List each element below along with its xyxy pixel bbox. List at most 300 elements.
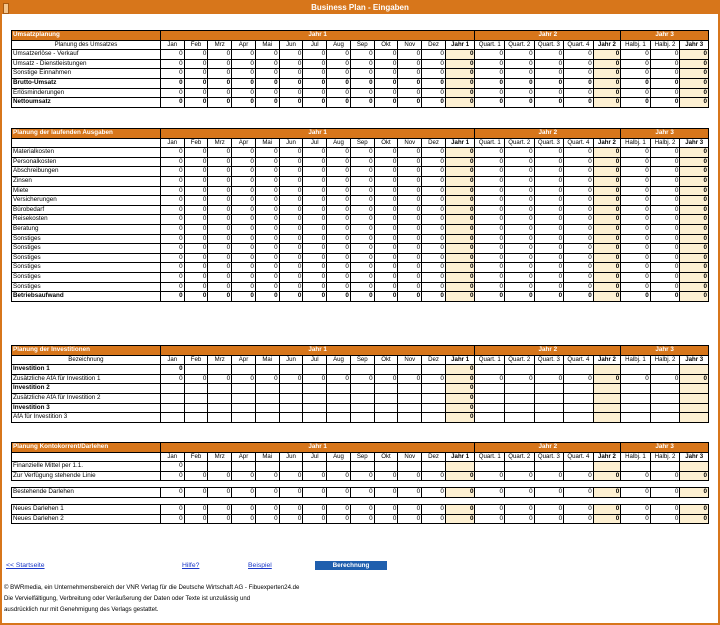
- value-cell[interactable]: 0: [208, 186, 232, 196]
- value-cell[interactable]: [475, 403, 505, 413]
- value-cell[interactable]: 0: [232, 69, 256, 79]
- value-cell[interactable]: 0: [255, 98, 279, 108]
- value-cell[interactable]: [505, 393, 535, 403]
- value-cell[interactable]: 0: [255, 224, 279, 234]
- value-cell[interactable]: [232, 462, 256, 472]
- value-cell[interactable]: 0: [255, 514, 279, 524]
- value-cell[interactable]: 0: [255, 59, 279, 69]
- value-cell[interactable]: 0: [184, 157, 208, 167]
- value-cell[interactable]: 0: [505, 488, 535, 498]
- value-cell[interactable]: 0: [184, 78, 208, 88]
- value-cell[interactable]: 0: [160, 488, 184, 498]
- value-cell[interactable]: 0: [208, 253, 232, 263]
- value-cell[interactable]: 0: [255, 504, 279, 514]
- value-cell[interactable]: 0: [208, 272, 232, 282]
- value-cell[interactable]: 0: [422, 272, 446, 282]
- value-cell[interactable]: 0: [160, 59, 184, 69]
- value-cell[interactable]: 0: [505, 88, 535, 98]
- value-cell[interactable]: 0: [398, 148, 422, 158]
- value-cell[interactable]: 0: [650, 176, 680, 186]
- value-cell[interactable]: [327, 384, 351, 394]
- value-cell[interactable]: 0: [208, 224, 232, 234]
- value-cell[interactable]: 0: [505, 157, 535, 167]
- value-cell[interactable]: 0: [398, 215, 422, 225]
- value-cell[interactable]: 0: [279, 88, 303, 98]
- value-cell[interactable]: 0: [564, 272, 594, 282]
- value-cell[interactable]: 0: [422, 253, 446, 263]
- value-cell[interactable]: 0: [327, 215, 351, 225]
- value-cell[interactable]: 0: [422, 488, 446, 498]
- value-cell[interactable]: 0: [650, 234, 680, 244]
- value-cell[interactable]: 0: [422, 292, 446, 302]
- value-cell[interactable]: 0: [208, 488, 232, 498]
- value-cell[interactable]: 0: [279, 253, 303, 263]
- value-cell[interactable]: 0: [534, 69, 564, 79]
- value-cell[interactable]: 0: [621, 196, 651, 206]
- value-cell[interactable]: 0: [650, 272, 680, 282]
- value-cell[interactable]: [422, 384, 446, 394]
- value-cell[interactable]: 0: [564, 282, 594, 292]
- value-cell[interactable]: 0: [350, 88, 374, 98]
- value-cell[interactable]: 0: [184, 69, 208, 79]
- value-cell[interactable]: 0: [160, 186, 184, 196]
- value-cell[interactable]: 0: [475, 253, 505, 263]
- value-cell[interactable]: 0: [350, 157, 374, 167]
- value-cell[interactable]: 0: [650, 224, 680, 234]
- value-cell[interactable]: 0: [208, 504, 232, 514]
- value-cell[interactable]: 0: [184, 98, 208, 108]
- value-cell[interactable]: [475, 393, 505, 403]
- value-cell[interactable]: 0: [160, 148, 184, 158]
- value-cell[interactable]: 0: [279, 196, 303, 206]
- value-cell[interactable]: 0: [621, 488, 651, 498]
- value-cell[interactable]: [534, 413, 564, 423]
- value-cell[interactable]: 0: [650, 292, 680, 302]
- value-cell[interactable]: 0: [374, 244, 398, 254]
- value-cell[interactable]: [505, 413, 535, 423]
- value-cell[interactable]: 0: [505, 59, 535, 69]
- value-cell[interactable]: 0: [374, 504, 398, 514]
- value-cell[interactable]: 0: [534, 167, 564, 177]
- value-cell[interactable]: 0: [505, 50, 535, 60]
- value-cell[interactable]: 0: [232, 514, 256, 524]
- value-cell[interactable]: 0: [350, 148, 374, 158]
- value-cell[interactable]: 0: [232, 504, 256, 514]
- value-cell[interactable]: 0: [255, 471, 279, 481]
- value-cell[interactable]: 0: [327, 78, 351, 88]
- value-cell[interactable]: 0: [621, 98, 651, 108]
- value-cell[interactable]: [374, 365, 398, 375]
- value-cell[interactable]: [475, 384, 505, 394]
- value-cell[interactable]: 0: [279, 374, 303, 384]
- value-cell[interactable]: 0: [208, 471, 232, 481]
- value-cell[interactable]: 0: [350, 514, 374, 524]
- value-cell[interactable]: 0: [564, 488, 594, 498]
- value-cell[interactable]: 0: [279, 50, 303, 60]
- value-cell[interactable]: 0: [475, 471, 505, 481]
- value-cell[interactable]: 0: [303, 176, 327, 186]
- value-cell[interactable]: 0: [475, 224, 505, 234]
- resize-handle-icon[interactable]: [3, 3, 9, 14]
- value-cell[interactable]: 0: [208, 98, 232, 108]
- value-cell[interactable]: 0: [208, 234, 232, 244]
- value-cell[interactable]: [374, 403, 398, 413]
- value-cell[interactable]: 0: [350, 374, 374, 384]
- value-cell[interactable]: 0: [303, 272, 327, 282]
- value-cell[interactable]: 0: [650, 253, 680, 263]
- value-cell[interactable]: 0: [534, 196, 564, 206]
- value-cell[interactable]: 0: [303, 59, 327, 69]
- value-cell[interactable]: 0: [279, 186, 303, 196]
- value-cell[interactable]: 0: [534, 514, 564, 524]
- value-cell[interactable]: 0: [350, 186, 374, 196]
- value-cell[interactable]: 0: [279, 488, 303, 498]
- value-cell[interactable]: 0: [621, 514, 651, 524]
- value-cell[interactable]: 0: [422, 186, 446, 196]
- value-cell[interactable]: 0: [350, 234, 374, 244]
- value-cell[interactable]: 0: [398, 234, 422, 244]
- value-cell[interactable]: 0: [160, 157, 184, 167]
- value-cell[interactable]: 0: [398, 205, 422, 215]
- value-cell[interactable]: 0: [505, 69, 535, 79]
- value-cell[interactable]: 0: [505, 196, 535, 206]
- value-cell[interactable]: 0: [505, 263, 535, 273]
- value-cell[interactable]: 0: [505, 167, 535, 177]
- value-cell[interactable]: 0: [160, 504, 184, 514]
- value-cell[interactable]: 0: [505, 244, 535, 254]
- value-cell[interactable]: 0: [621, 224, 651, 234]
- value-cell[interactable]: 0: [374, 224, 398, 234]
- value-cell[interactable]: 0: [327, 196, 351, 206]
- value-cell[interactable]: [398, 365, 422, 375]
- value-cell[interactable]: 0: [255, 196, 279, 206]
- value-cell[interactable]: 0: [232, 488, 256, 498]
- value-cell[interactable]: 0: [650, 59, 680, 69]
- value-cell[interactable]: 0: [475, 272, 505, 282]
- value-cell[interactable]: 0: [374, 514, 398, 524]
- value-cell[interactable]: 0: [184, 215, 208, 225]
- value-cell[interactable]: [475, 462, 505, 472]
- value-cell[interactable]: 0: [232, 263, 256, 273]
- value-cell[interactable]: 0: [564, 148, 594, 158]
- value-cell[interactable]: [650, 393, 680, 403]
- value-cell[interactable]: 0: [303, 69, 327, 79]
- value-cell[interactable]: 0: [534, 215, 564, 225]
- value-cell[interactable]: 0: [208, 50, 232, 60]
- value-cell[interactable]: 0: [422, 69, 446, 79]
- value-cell[interactable]: 0: [327, 186, 351, 196]
- value-cell[interactable]: 0: [350, 292, 374, 302]
- value-cell[interactable]: 0: [621, 215, 651, 225]
- value-cell[interactable]: 0: [650, 50, 680, 60]
- value-cell[interactable]: 0: [374, 488, 398, 498]
- value-cell[interactable]: 0: [564, 514, 594, 524]
- value-cell[interactable]: 0: [303, 488, 327, 498]
- value-cell[interactable]: [184, 365, 208, 375]
- value-cell[interactable]: 0: [475, 176, 505, 186]
- value-cell[interactable]: [374, 393, 398, 403]
- value-cell[interactable]: 0: [505, 292, 535, 302]
- value-cell[interactable]: 0: [475, 98, 505, 108]
- value-cell[interactable]: 0: [374, 215, 398, 225]
- value-cell[interactable]: [208, 462, 232, 472]
- value-cell[interactable]: [160, 403, 184, 413]
- value-cell[interactable]: [184, 413, 208, 423]
- value-cell[interactable]: [475, 413, 505, 423]
- value-cell[interactable]: 0: [232, 224, 256, 234]
- value-cell[interactable]: 0: [475, 78, 505, 88]
- value-cell[interactable]: 0: [475, 148, 505, 158]
- value-cell[interactable]: 0: [255, 186, 279, 196]
- value-cell[interactable]: 0: [232, 59, 256, 69]
- value-cell[interactable]: [534, 403, 564, 413]
- value-cell[interactable]: 0: [350, 215, 374, 225]
- value-cell[interactable]: 0: [184, 167, 208, 177]
- value-cell[interactable]: 0: [255, 253, 279, 263]
- value-cell[interactable]: 0: [564, 215, 594, 225]
- value-cell[interactable]: [279, 393, 303, 403]
- value-cell[interactable]: [422, 413, 446, 423]
- value-cell[interactable]: 0: [208, 514, 232, 524]
- value-cell[interactable]: 0: [475, 374, 505, 384]
- value-cell[interactable]: 0: [327, 205, 351, 215]
- value-cell[interactable]: 0: [184, 504, 208, 514]
- value-cell[interactable]: 0: [650, 88, 680, 98]
- value-cell[interactable]: 0: [564, 263, 594, 273]
- value-cell[interactable]: 0: [279, 69, 303, 79]
- value-cell[interactable]: 0: [564, 205, 594, 215]
- value-cell[interactable]: 0: [475, 504, 505, 514]
- value-cell[interactable]: 0: [184, 374, 208, 384]
- value-cell[interactable]: 0: [255, 78, 279, 88]
- value-cell[interactable]: 0: [303, 234, 327, 244]
- value-cell[interactable]: 0: [208, 176, 232, 186]
- value-cell[interactable]: 0: [232, 234, 256, 244]
- value-cell[interactable]: 0: [255, 263, 279, 273]
- value-cell[interactable]: 0: [534, 186, 564, 196]
- value-cell[interactable]: 0: [564, 59, 594, 69]
- value-cell[interactable]: 0: [279, 157, 303, 167]
- value-cell[interactable]: 0: [184, 292, 208, 302]
- value-cell[interactable]: 0: [564, 504, 594, 514]
- value-cell[interactable]: 0: [422, 514, 446, 524]
- value-cell[interactable]: 0: [650, 263, 680, 273]
- value-cell[interactable]: 0: [564, 50, 594, 60]
- value-cell[interactable]: 0: [374, 98, 398, 108]
- value-cell[interactable]: 0: [564, 224, 594, 234]
- value-cell[interactable]: 0: [232, 205, 256, 215]
- value-cell[interactable]: 0: [255, 88, 279, 98]
- value-cell[interactable]: 0: [374, 292, 398, 302]
- value-cell[interactable]: [374, 413, 398, 423]
- value-cell[interactable]: 0: [398, 196, 422, 206]
- value-cell[interactable]: 0: [475, 514, 505, 524]
- value-cell[interactable]: [398, 393, 422, 403]
- value-cell[interactable]: 0: [422, 98, 446, 108]
- value-cell[interactable]: 0: [255, 205, 279, 215]
- example-link[interactable]: Beispiel: [248, 562, 272, 569]
- value-cell[interactable]: 0: [564, 88, 594, 98]
- value-cell[interactable]: 0: [184, 471, 208, 481]
- value-cell[interactable]: [621, 384, 651, 394]
- value-cell[interactable]: 0: [650, 148, 680, 158]
- value-cell[interactable]: 0: [184, 253, 208, 263]
- value-cell[interactable]: 0: [255, 215, 279, 225]
- value-cell[interactable]: 0: [208, 148, 232, 158]
- value-cell[interactable]: 0: [184, 88, 208, 98]
- value-cell[interactable]: 0: [534, 148, 564, 158]
- value-cell[interactable]: 0: [475, 167, 505, 177]
- value-cell[interactable]: 0: [232, 88, 256, 98]
- value-cell[interactable]: 0: [621, 234, 651, 244]
- value-cell[interactable]: 0: [534, 88, 564, 98]
- value-cell[interactable]: 0: [303, 50, 327, 60]
- value-cell[interactable]: 0: [327, 244, 351, 254]
- value-cell[interactable]: [374, 384, 398, 394]
- value-cell[interactable]: 0: [398, 186, 422, 196]
- value-cell[interactable]: 0: [232, 176, 256, 186]
- value-cell[interactable]: 0: [160, 462, 184, 472]
- value-cell[interactable]: 0: [184, 186, 208, 196]
- value-cell[interactable]: 0: [374, 234, 398, 244]
- value-cell[interactable]: 0: [422, 215, 446, 225]
- value-cell[interactable]: 0: [160, 50, 184, 60]
- value-cell[interactable]: 0: [505, 234, 535, 244]
- value-cell[interactable]: 0: [621, 148, 651, 158]
- value-cell[interactable]: 0: [255, 167, 279, 177]
- value-cell[interactable]: 0: [255, 488, 279, 498]
- value-cell[interactable]: 0: [350, 504, 374, 514]
- value-cell[interactable]: 0: [303, 471, 327, 481]
- value-cell[interactable]: [303, 413, 327, 423]
- value-cell[interactable]: 0: [160, 263, 184, 273]
- value-cell[interactable]: 0: [184, 205, 208, 215]
- value-cell[interactable]: 0: [327, 253, 351, 263]
- value-cell[interactable]: 0: [650, 244, 680, 254]
- value-cell[interactable]: [564, 462, 594, 472]
- value-cell[interactable]: 0: [327, 374, 351, 384]
- value-cell[interactable]: 0: [422, 374, 446, 384]
- value-cell[interactable]: 0: [279, 98, 303, 108]
- value-cell[interactable]: 0: [255, 69, 279, 79]
- value-cell[interactable]: 0: [398, 176, 422, 186]
- value-cell[interactable]: 0: [327, 167, 351, 177]
- value-cell[interactable]: [232, 365, 256, 375]
- value-cell[interactable]: 0: [650, 205, 680, 215]
- value-cell[interactable]: 0: [160, 69, 184, 79]
- value-cell[interactable]: 0: [475, 196, 505, 206]
- value-cell[interactable]: 0: [621, 186, 651, 196]
- value-cell[interactable]: 0: [184, 234, 208, 244]
- value-cell[interactable]: 0: [422, 167, 446, 177]
- value-cell[interactable]: 0: [184, 196, 208, 206]
- value-cell[interactable]: 0: [374, 78, 398, 88]
- value-cell[interactable]: 0: [327, 148, 351, 158]
- value-cell[interactable]: 0: [398, 167, 422, 177]
- value-cell[interactable]: [621, 393, 651, 403]
- value-cell[interactable]: 0: [350, 69, 374, 79]
- value-cell[interactable]: [279, 365, 303, 375]
- value-cell[interactable]: 0: [160, 167, 184, 177]
- value-cell[interactable]: 0: [232, 282, 256, 292]
- value-cell[interactable]: [160, 393, 184, 403]
- value-cell[interactable]: 0: [327, 282, 351, 292]
- value-cell[interactable]: 0: [621, 50, 651, 60]
- value-cell[interactable]: 0: [475, 186, 505, 196]
- value-cell[interactable]: 0: [303, 215, 327, 225]
- value-cell[interactable]: [327, 462, 351, 472]
- value-cell[interactable]: 0: [534, 205, 564, 215]
- value-cell[interactable]: 0: [350, 488, 374, 498]
- value-cell[interactable]: 0: [475, 488, 505, 498]
- value-cell[interactable]: 0: [279, 78, 303, 88]
- value-cell[interactable]: 0: [279, 292, 303, 302]
- value-cell[interactable]: 0: [422, 263, 446, 273]
- value-cell[interactable]: 0: [279, 234, 303, 244]
- value-cell[interactable]: 0: [505, 98, 535, 108]
- value-cell[interactable]: [650, 384, 680, 394]
- value-cell[interactable]: 0: [350, 253, 374, 263]
- value-cell[interactable]: 0: [475, 234, 505, 244]
- value-cell[interactable]: 0: [621, 292, 651, 302]
- value-cell[interactable]: 0: [475, 157, 505, 167]
- value-cell[interactable]: 0: [398, 282, 422, 292]
- value-cell[interactable]: 0: [208, 88, 232, 98]
- value-cell[interactable]: 0: [374, 167, 398, 177]
- value-cell[interactable]: [160, 413, 184, 423]
- value-cell[interactable]: [505, 462, 535, 472]
- value-cell[interactable]: 0: [232, 157, 256, 167]
- value-cell[interactable]: 0: [505, 176, 535, 186]
- value-cell[interactable]: [621, 403, 651, 413]
- value-cell[interactable]: 0: [160, 471, 184, 481]
- back-to-start-link[interactable]: << Startseite: [6, 562, 45, 569]
- value-cell[interactable]: 0: [208, 263, 232, 273]
- value-cell[interactable]: [505, 384, 535, 394]
- value-cell[interactable]: 0: [650, 215, 680, 225]
- value-cell[interactable]: 0: [232, 244, 256, 254]
- value-cell[interactable]: 0: [422, 244, 446, 254]
- value-cell[interactable]: 0: [327, 471, 351, 481]
- value-cell[interactable]: 0: [534, 292, 564, 302]
- value-cell[interactable]: [327, 403, 351, 413]
- value-cell[interactable]: 0: [279, 282, 303, 292]
- value-cell[interactable]: 0: [160, 365, 184, 375]
- value-cell[interactable]: 0: [398, 157, 422, 167]
- value-cell[interactable]: 0: [422, 176, 446, 186]
- value-cell[interactable]: [650, 403, 680, 413]
- value-cell[interactable]: [184, 393, 208, 403]
- value-cell[interactable]: 0: [650, 514, 680, 524]
- value-cell[interactable]: [184, 384, 208, 394]
- value-cell[interactable]: 0: [327, 504, 351, 514]
- value-cell[interactable]: [564, 384, 594, 394]
- value-cell[interactable]: 0: [160, 374, 184, 384]
- value-cell[interactable]: 0: [505, 272, 535, 282]
- value-cell[interactable]: 0: [564, 78, 594, 88]
- value-cell[interactable]: [534, 384, 564, 394]
- value-cell[interactable]: 0: [398, 78, 422, 88]
- value-cell[interactable]: 0: [184, 488, 208, 498]
- value-cell[interactable]: 0: [327, 98, 351, 108]
- value-cell[interactable]: [505, 403, 535, 413]
- value-cell[interactable]: 0: [621, 263, 651, 273]
- value-cell[interactable]: [475, 365, 505, 375]
- value-cell[interactable]: 0: [534, 272, 564, 282]
- value-cell[interactable]: [327, 365, 351, 375]
- value-cell[interactable]: 0: [374, 50, 398, 60]
- value-cell[interactable]: 0: [374, 263, 398, 273]
